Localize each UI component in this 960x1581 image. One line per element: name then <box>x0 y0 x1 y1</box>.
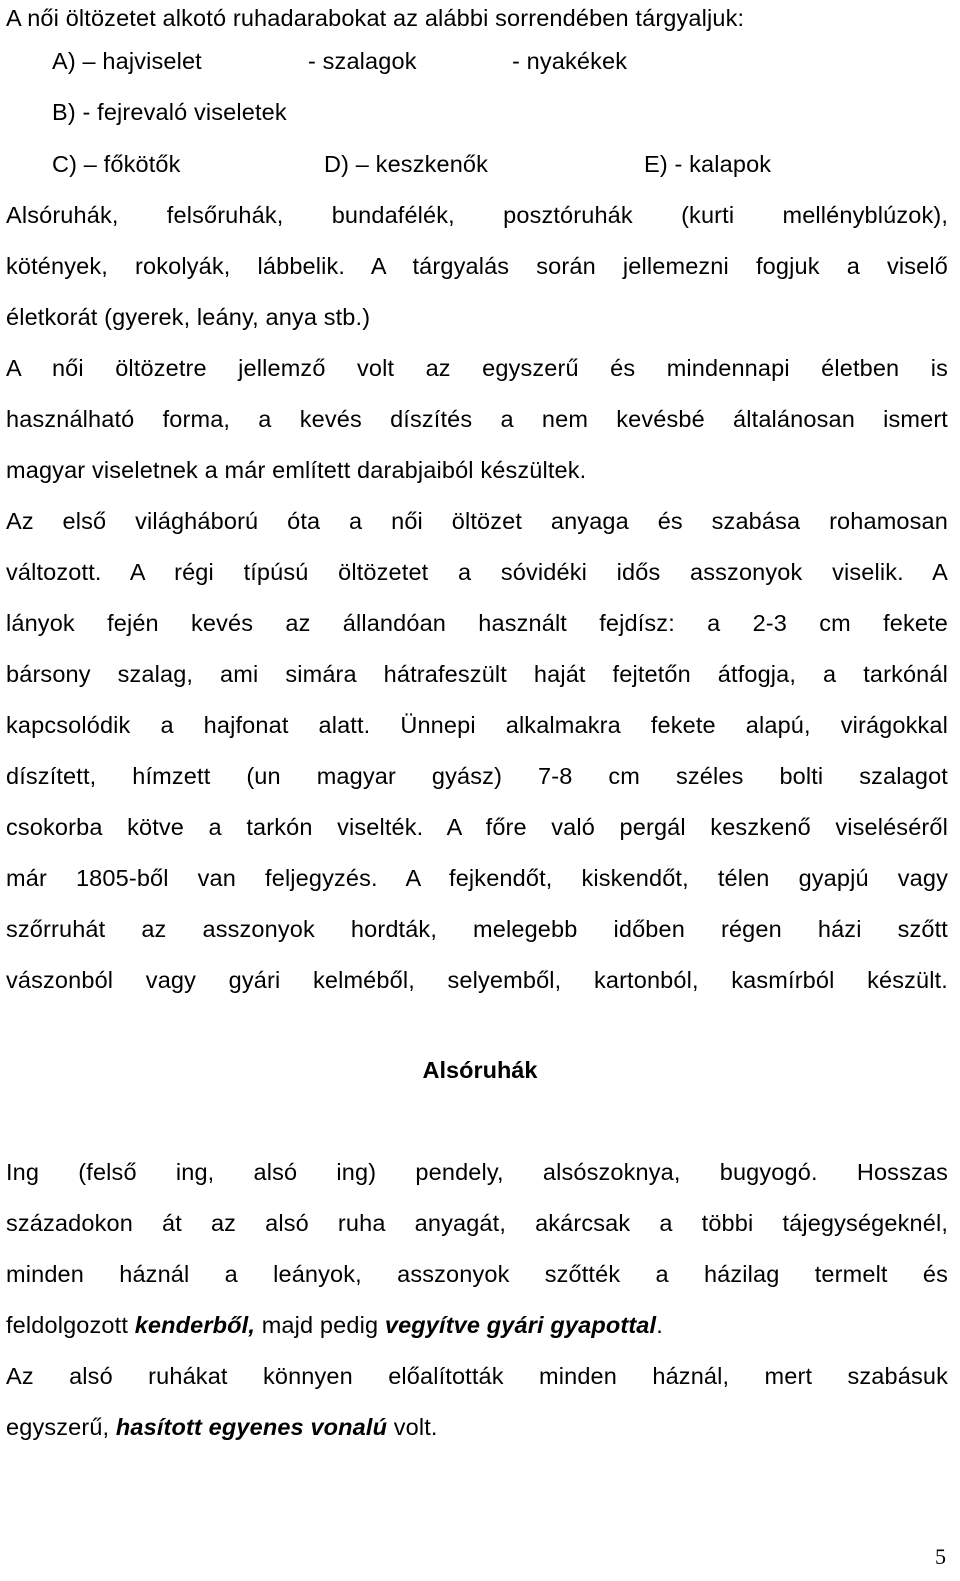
emphasis-hemp: kenderből, <box>134 1312 256 1338</box>
list-item-a <box>6 46 948 76</box>
body-line: A női öltözetre jellemző volt az egyszerű és mindennapi életben is <box>6 355 948 381</box>
body-line: lányok fején kevés az állandóan használt fejdísz: a 2-3 cm fekete <box>6 610 948 636</box>
list-label-kerchiefs: D) – keszkenők <box>324 151 489 177</box>
body-line: magyar viseletnek a már említett darabjaiból készültek. <box>6 457 587 483</box>
section-line <box>6 1310 948 1340</box>
intro-line: A női öltözetet alkotó ruhadarabokat az alábbi sorrendében tárgyaljuk: <box>6 5 745 31</box>
body-line: már 1805-ből van feljegyzés. A fejkendőt, kiskendőt, télen gyapjú vagy <box>6 865 948 891</box>
body-line: kapcsolódik a hajfonat alatt. Ünnepi alkalmakra fekete alapú, virágokkal <box>6 712 948 738</box>
emphasis-cut: hasított egyenes vonalú <box>115 1414 388 1440</box>
list-label-bonnets: C) – főkötők <box>52 151 181 177</box>
intro-line: életkorát (gyerek, leány, anya stb.) <box>6 304 371 330</box>
body-line: díszített, hímzett (un magyar gyász) 7-8 cm széles bolti szalagot <box>6 763 948 789</box>
intro-line: Alsóruhák, felsőruhák, bundafélék, posztóruhák (kurti mellényblúzok), <box>6 202 948 228</box>
text-run: majd pedig <box>255 1312 385 1338</box>
body-line: használható forma, a kevés díszítés a nem kevésbé általánosan ismert <box>6 406 948 432</box>
list-label-hats: E) - kalapok <box>644 151 772 177</box>
section-line: Ing (felső ing, alsó ing) pendely, alsószoknya, bugyogó. Hosszas <box>6 1159 948 1185</box>
body-line: változott. A régi típúsú öltözetet a sóvidéki idős asszonyok viselik. A <box>6 559 948 585</box>
list-item-b: B) - fejrevaló viseletek <box>52 99 287 125</box>
text-run: egyszerű, <box>6 1414 116 1440</box>
list-item-cde <box>6 149 948 179</box>
body-line: vászonból vagy gyári kelméből, selyemből, kartonból, kasmírból készült. <box>6 967 948 993</box>
text-run: . <box>656 1312 663 1338</box>
list-label-hair: A) – hajviselet <box>52 48 202 74</box>
section-line: minden háznál a leányok, asszonyok szőtték a házilag termelt és <box>6 1261 948 1287</box>
body-line: szőrruhát az asszonyok hordták, melegebb időben régen házi szőtt <box>6 916 948 942</box>
body-line: bársony szalag, ami simára hátrafeszült haját fejtetőn átfogja, a tarkónál <box>6 661 948 687</box>
intro-line: kötények, rokolyák, lábbelik. A tárgyalás során jellemezni fogjuk a viselő <box>6 253 948 279</box>
text-run: feldolgozott <box>6 1312 135 1338</box>
text-run: volt. <box>387 1414 438 1440</box>
section-line: századokon át az alsó ruha anyagát, akárcsak a többi tájegységeknél, <box>6 1210 948 1236</box>
section-line: Az alsó ruhákat könnyen előalították minden háznál, mert szabásuk <box>6 1363 948 1389</box>
body-line: Az első világháború óta a női öltözet anyaga és szabása rohamosan <box>6 508 948 534</box>
list-label-necklaces: - nyakékek <box>512 48 628 74</box>
body-line: csokorba kötve a tarkón viselték. A főre való pergál keszkenő viseléséről <box>6 814 948 840</box>
section-line <box>6 1412 948 1442</box>
emphasis-cotton: vegyítve gyári gyapottal <box>384 1312 657 1338</box>
list-label-ribbons: - szalagok <box>308 48 417 74</box>
page-number: 5 <box>935 1544 946 1569</box>
section-heading: Alsóruhák <box>422 1057 538 1083</box>
